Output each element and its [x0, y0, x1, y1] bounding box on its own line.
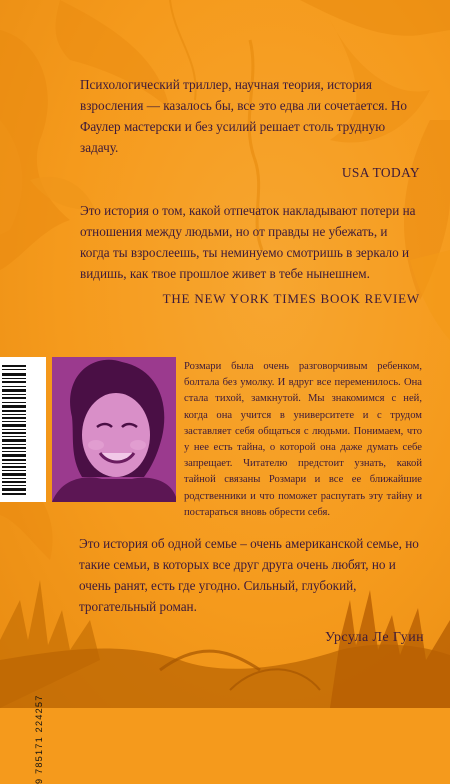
- review-quote-2: [80, 200, 420, 309]
- review-quote-2-attribution: THE NEW YORK TIMES BOOK REVIEW: [162, 291, 420, 306]
- isbn-number: 9 785171 224257: [34, 694, 44, 784]
- review-quote-1-text: Психологический триллер, научная теория, история взросления — казалось бы, все это едва ли сочетается. Но Фаулер мастерски и без усилий решает столь трудную задачу.: [80, 77, 408, 155]
- review-quote-3: [79, 533, 424, 648]
- review-quote-3-text: Это история об одной семье – очень американской семье, но такие семьи, в которых все друг друга очень любят, но и очень ранят, есть где угодно. Сильный, глубокий, трогательный роман.: [79, 536, 419, 614]
- barcode-image: [0, 357, 46, 502]
- author-photo: [52, 357, 176, 502]
- review-quote-1: [80, 74, 420, 183]
- review-quote-3-attribution: Урсула Ле Гуин: [324, 630, 424, 645]
- review-quote-2-text: Это история о том, какой отпечаток накладывают потери на отношения между людьми, но от правды не убежать, и когда ты взрослеешь, ты неминуемо смотришь в зеркало и видишь, как твое прошлое живет в тебе нынешнем.: [80, 203, 416, 281]
- book-annotation: Розмари была очень разговорчивым ребенком, болтала без умолку. И вдруг все переменилось. Она стала тихой, замкнутой. Мы знакомимся с ней, когда она учится в университете и с трудом заставляет себя общаться с людьми. Понимаем, что у нее есть тайна, о которой она даже думать себе запрещает. Читателю предстоит узнать, какой тайной связаны Розмари и все ее ближайшие родственники и что поможет распутать эту тайну и постараться вновь обрести себя.: [184, 361, 422, 518]
- review-quote-1-attribution: USA TODAY: [341, 165, 420, 180]
- isbn-barcode: [0, 357, 46, 784]
